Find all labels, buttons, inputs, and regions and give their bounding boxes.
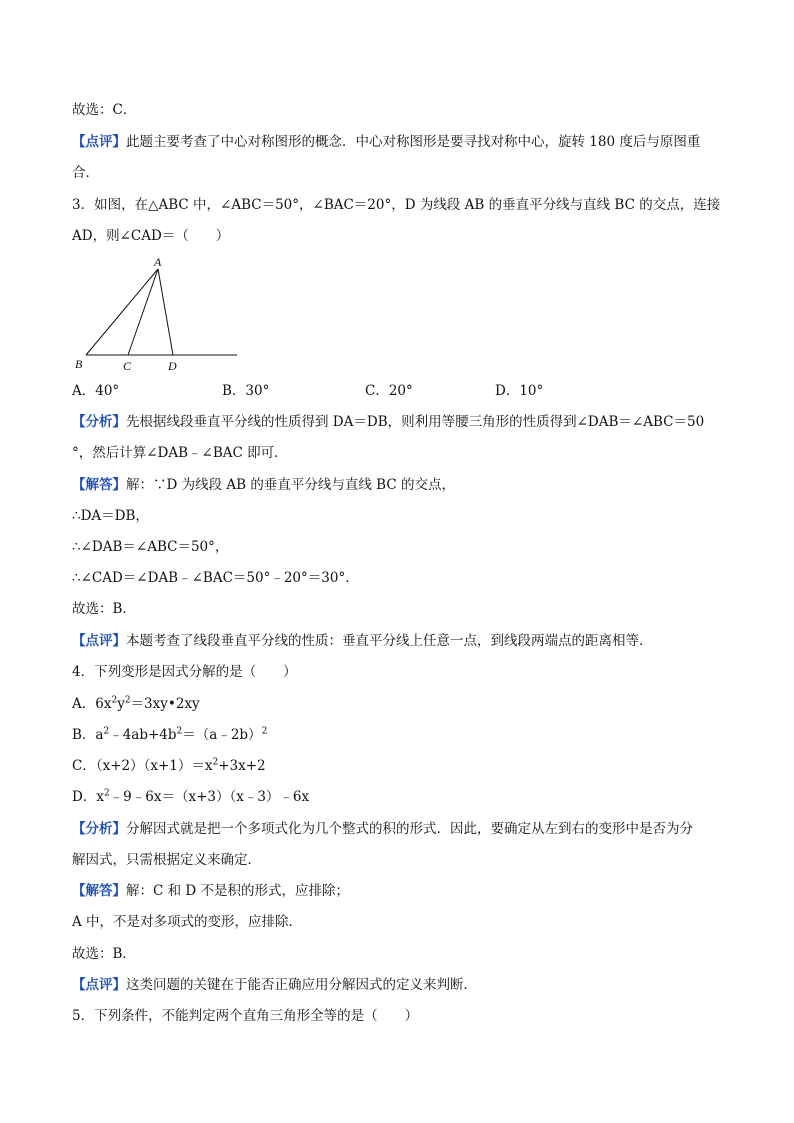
exponent: 2 [103,788,110,799]
text-line [72,226,732,246]
option-text: y [117,696,125,712]
triangle-figure [72,255,247,375]
q3-option-c: C．20° [365,383,413,399]
line-text: ∴∠DAB＝∠ABC＝50°， [72,539,229,555]
analysis-line [72,819,732,839]
exponent: 2 [111,695,118,706]
text-line [72,537,732,557]
q4-option-a [72,694,732,714]
line-text: 本题考查了线段垂直平分线的性质：垂直平分线上任意一点，到线段两端点的距离相等． [126,633,653,649]
option-text: A．6x [72,696,112,712]
question-3-stem [72,195,732,215]
analysis-tag: 【分析】 [72,414,126,430]
line-text: 这类问题的关键在于能否正确应用分解因式的定义来判断． [126,977,477,993]
q3-option-b: B．30° [222,383,270,399]
segment-ab [86,269,158,355]
question-4-stem [72,662,732,682]
question-5-stem [72,1006,732,1026]
line-text: 合． [72,165,99,181]
line-text: 分解因式就是把一个多项式化为几个整式的积的形式．因此，要确定从左到右的变形中是否为分 [126,821,693,837]
option-text: B．a [72,727,104,743]
segment-ad [158,269,173,355]
label-a: A [154,255,162,269]
option-text: +3x+2 [218,758,266,774]
text-line [72,850,732,870]
line-text: ∴∠CAD＝∠DAB﹣∠BAC＝50°﹣20°＝30°． [72,570,359,586]
text-line [72,912,732,932]
analysis-tag: 【分析】 [72,821,126,837]
text-line [72,132,732,152]
solution-tag: 【解答】 [72,883,126,899]
segment-ac [128,269,158,355]
comment-line [72,975,732,995]
option-text: ＝3xy•2xy [130,696,200,712]
line-text: AD，则∠CAD＝（ ） [72,228,230,244]
text-line [72,163,732,183]
text-line [72,443,732,463]
line-text: 故选：C． [72,102,137,118]
exponent: 2 [124,695,131,706]
exponent: 2 [103,726,110,737]
q3-option-d: D．10° [495,383,544,399]
exponent: 2 [261,726,268,737]
option-text: ＝（a﹣2b） [182,727,262,743]
line-text: 先根据线段垂直平分线的性质得到 DA＝DB，则利用等腰三角形的性质得到∠DAB＝∠ABC＝50 [126,414,705,430]
comment-line [72,631,732,651]
triangle-diagram [72,255,247,375]
line-text: 解因式，只需根据定义来确定． [72,852,261,868]
line-text: A 中，不是对多项式的变形，应排除． [72,914,303,930]
solution-line [72,881,732,901]
line-text: 4．下列变形是因式分解的是（ ） [72,664,297,680]
exponent: 2 [176,726,183,737]
line-text: °，然后计算∠DAB﹣∠BAC 即可． [72,445,288,461]
solution-line [72,475,732,495]
comment-tag: 【点评】 [72,977,126,993]
q4-option-b [72,725,732,745]
line-text: 解：C 和 D 不是积的形式，应排除； [126,883,350,899]
line-text: 解：∵D 为线段 AB 的垂直平分线与直线 BC 的交点， [126,477,455,493]
text-line [72,506,732,526]
line-text: 故选：B． [72,601,136,617]
label-c: C [123,359,132,373]
analysis-line [72,412,732,432]
option-text: ﹣4ab+4b [109,727,177,743]
option-text: D．x [72,789,104,805]
solution-tag: 【解答】 [72,477,126,493]
comment-tag: 【点评】 [72,134,126,150]
text-line [72,599,732,619]
line-text: 故选：B． [72,946,136,962]
line-text: 此题主要考查了中心对称图形的概念．中心对称图形是要寻找对称中心，旋转 180 度后与原图重 [126,134,701,150]
option-text: C．（x+2）（x+1）＝x [72,758,213,774]
text-line [72,100,732,120]
line-text: 3．如图，在△ABC 中，∠ABC＝50°，∠BAC＝20°，D 为线段 AB 的垂直平分线与直线 BC 的交点，连接 [72,197,721,213]
q3-option-a: A．40° [72,383,120,399]
label-d: D [168,359,177,373]
text-line [72,944,732,964]
option-text: ﹣9﹣6x＝（x+3）（x﹣3）﹣6x [109,789,310,805]
q4-option-d [72,787,732,807]
label-b: B [75,357,83,371]
text-line [72,568,732,588]
line-text: 5．下列条件，不能判定两个直角三角形全等的是（ ） [72,1008,419,1024]
exponent: 2 [212,757,219,768]
q4-option-c [72,756,732,776]
line-text: ∴DA＝DB， [72,508,149,524]
comment-tag: 【点评】 [72,633,126,649]
